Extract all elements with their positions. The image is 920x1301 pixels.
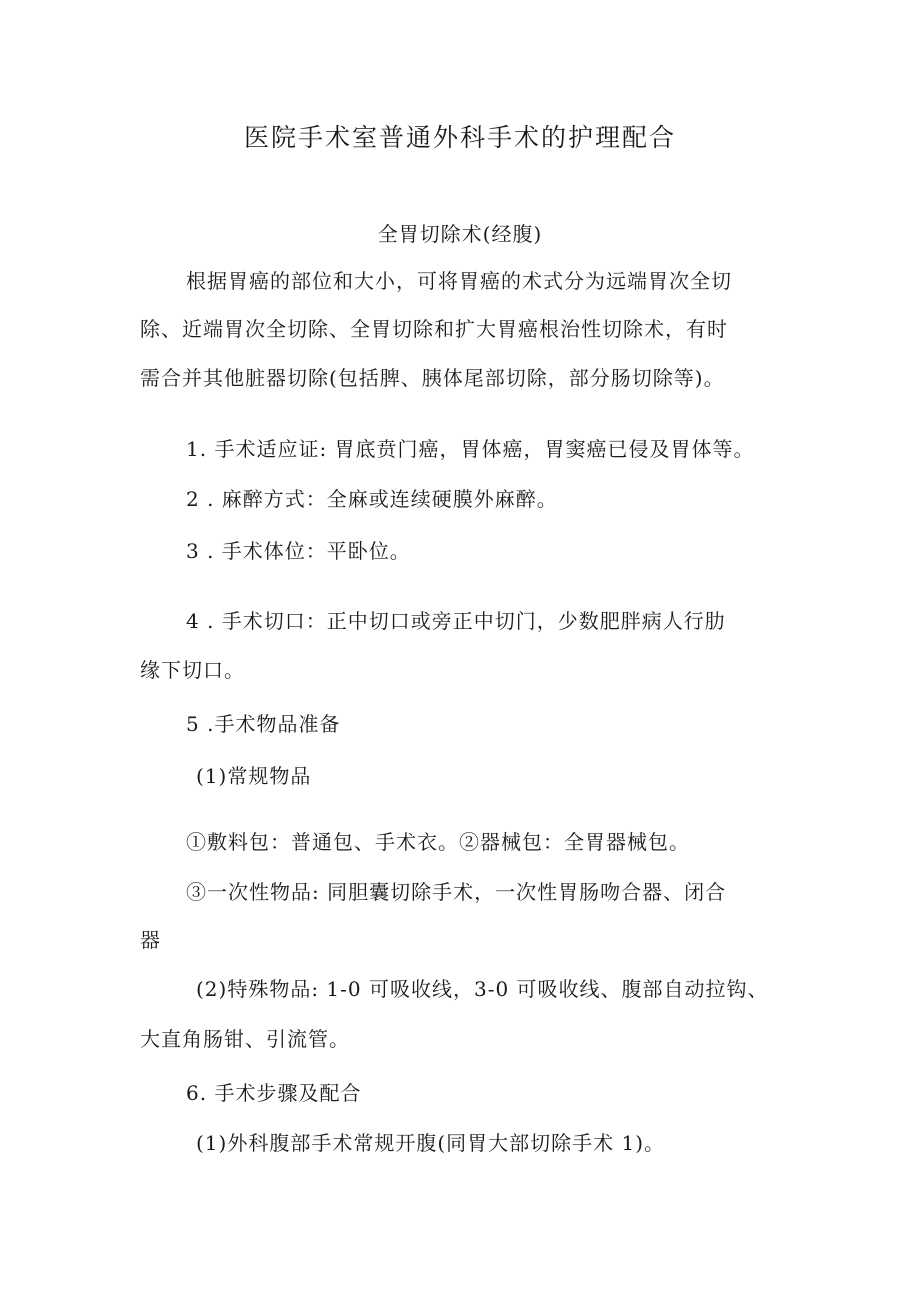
intro-line-3: 需合并其他脏器切除(包括脾、胰体尾部切除，部分肠切除等)。	[140, 366, 725, 390]
item-6-steps: 6. 手术步骤及配合	[186, 1081, 362, 1105]
item-5-2-special-line-2: 大直角肠钳、引流管。	[140, 1027, 350, 1051]
item-5-1-disposables-line-2: 器	[140, 928, 161, 952]
item-5-1-disposables-line-1: ③一次性物品: 同胆囊切除手术，一次性胃肠吻合器、闭合	[186, 880, 727, 904]
item-5-1-routine: (1)常规物品	[196, 764, 312, 788]
item-2-anesthesia: 2 . 麻醉方式：全麻或连续硬膜外麻醉。	[186, 487, 558, 511]
document-title: 医院手术室普通外科手术的护理配合	[243, 123, 676, 152]
item-5-supplies: 5 .手术物品准备	[186, 712, 341, 736]
intro-line-1: 根据胃癌的部位和大小，可将胃癌的术式分为远端胃次全切	[186, 269, 732, 293]
item-5-1-packages: ①敷料包：普通包、手术衣。②器械包：全胃器械包。	[186, 830, 690, 854]
item-4-incision-line-2: 缘下切口。	[140, 658, 245, 682]
item-4-incision-line-1: 4 . 手术切口：正中切口或旁正中切门，少数肥胖病人行肋	[186, 609, 726, 633]
item-1-indications: 1. 手术适应证: 胃底贲门癌，胃体癌，胃窦癌已侵及胃体等。	[186, 437, 755, 461]
item-5-2-special-line-1: (2)特殊物品: 1-0 可吸收线，3-0 可吸收线、腹部自动拉钩、	[196, 977, 769, 1001]
section-subtitle: 全胃切除术(经腹)	[377, 222, 543, 246]
item-6-1-open-abdomen: (1)外科腹部手术常规开腹(同胃大部切除手术 1)。	[196, 1131, 666, 1155]
item-3-position: 3 . 手术体位：平卧位。	[186, 539, 411, 563]
intro-line-2: 除、近端胃次全切除、全胃切除和扩大胃癌根治性切除术，有时	[140, 317, 728, 341]
